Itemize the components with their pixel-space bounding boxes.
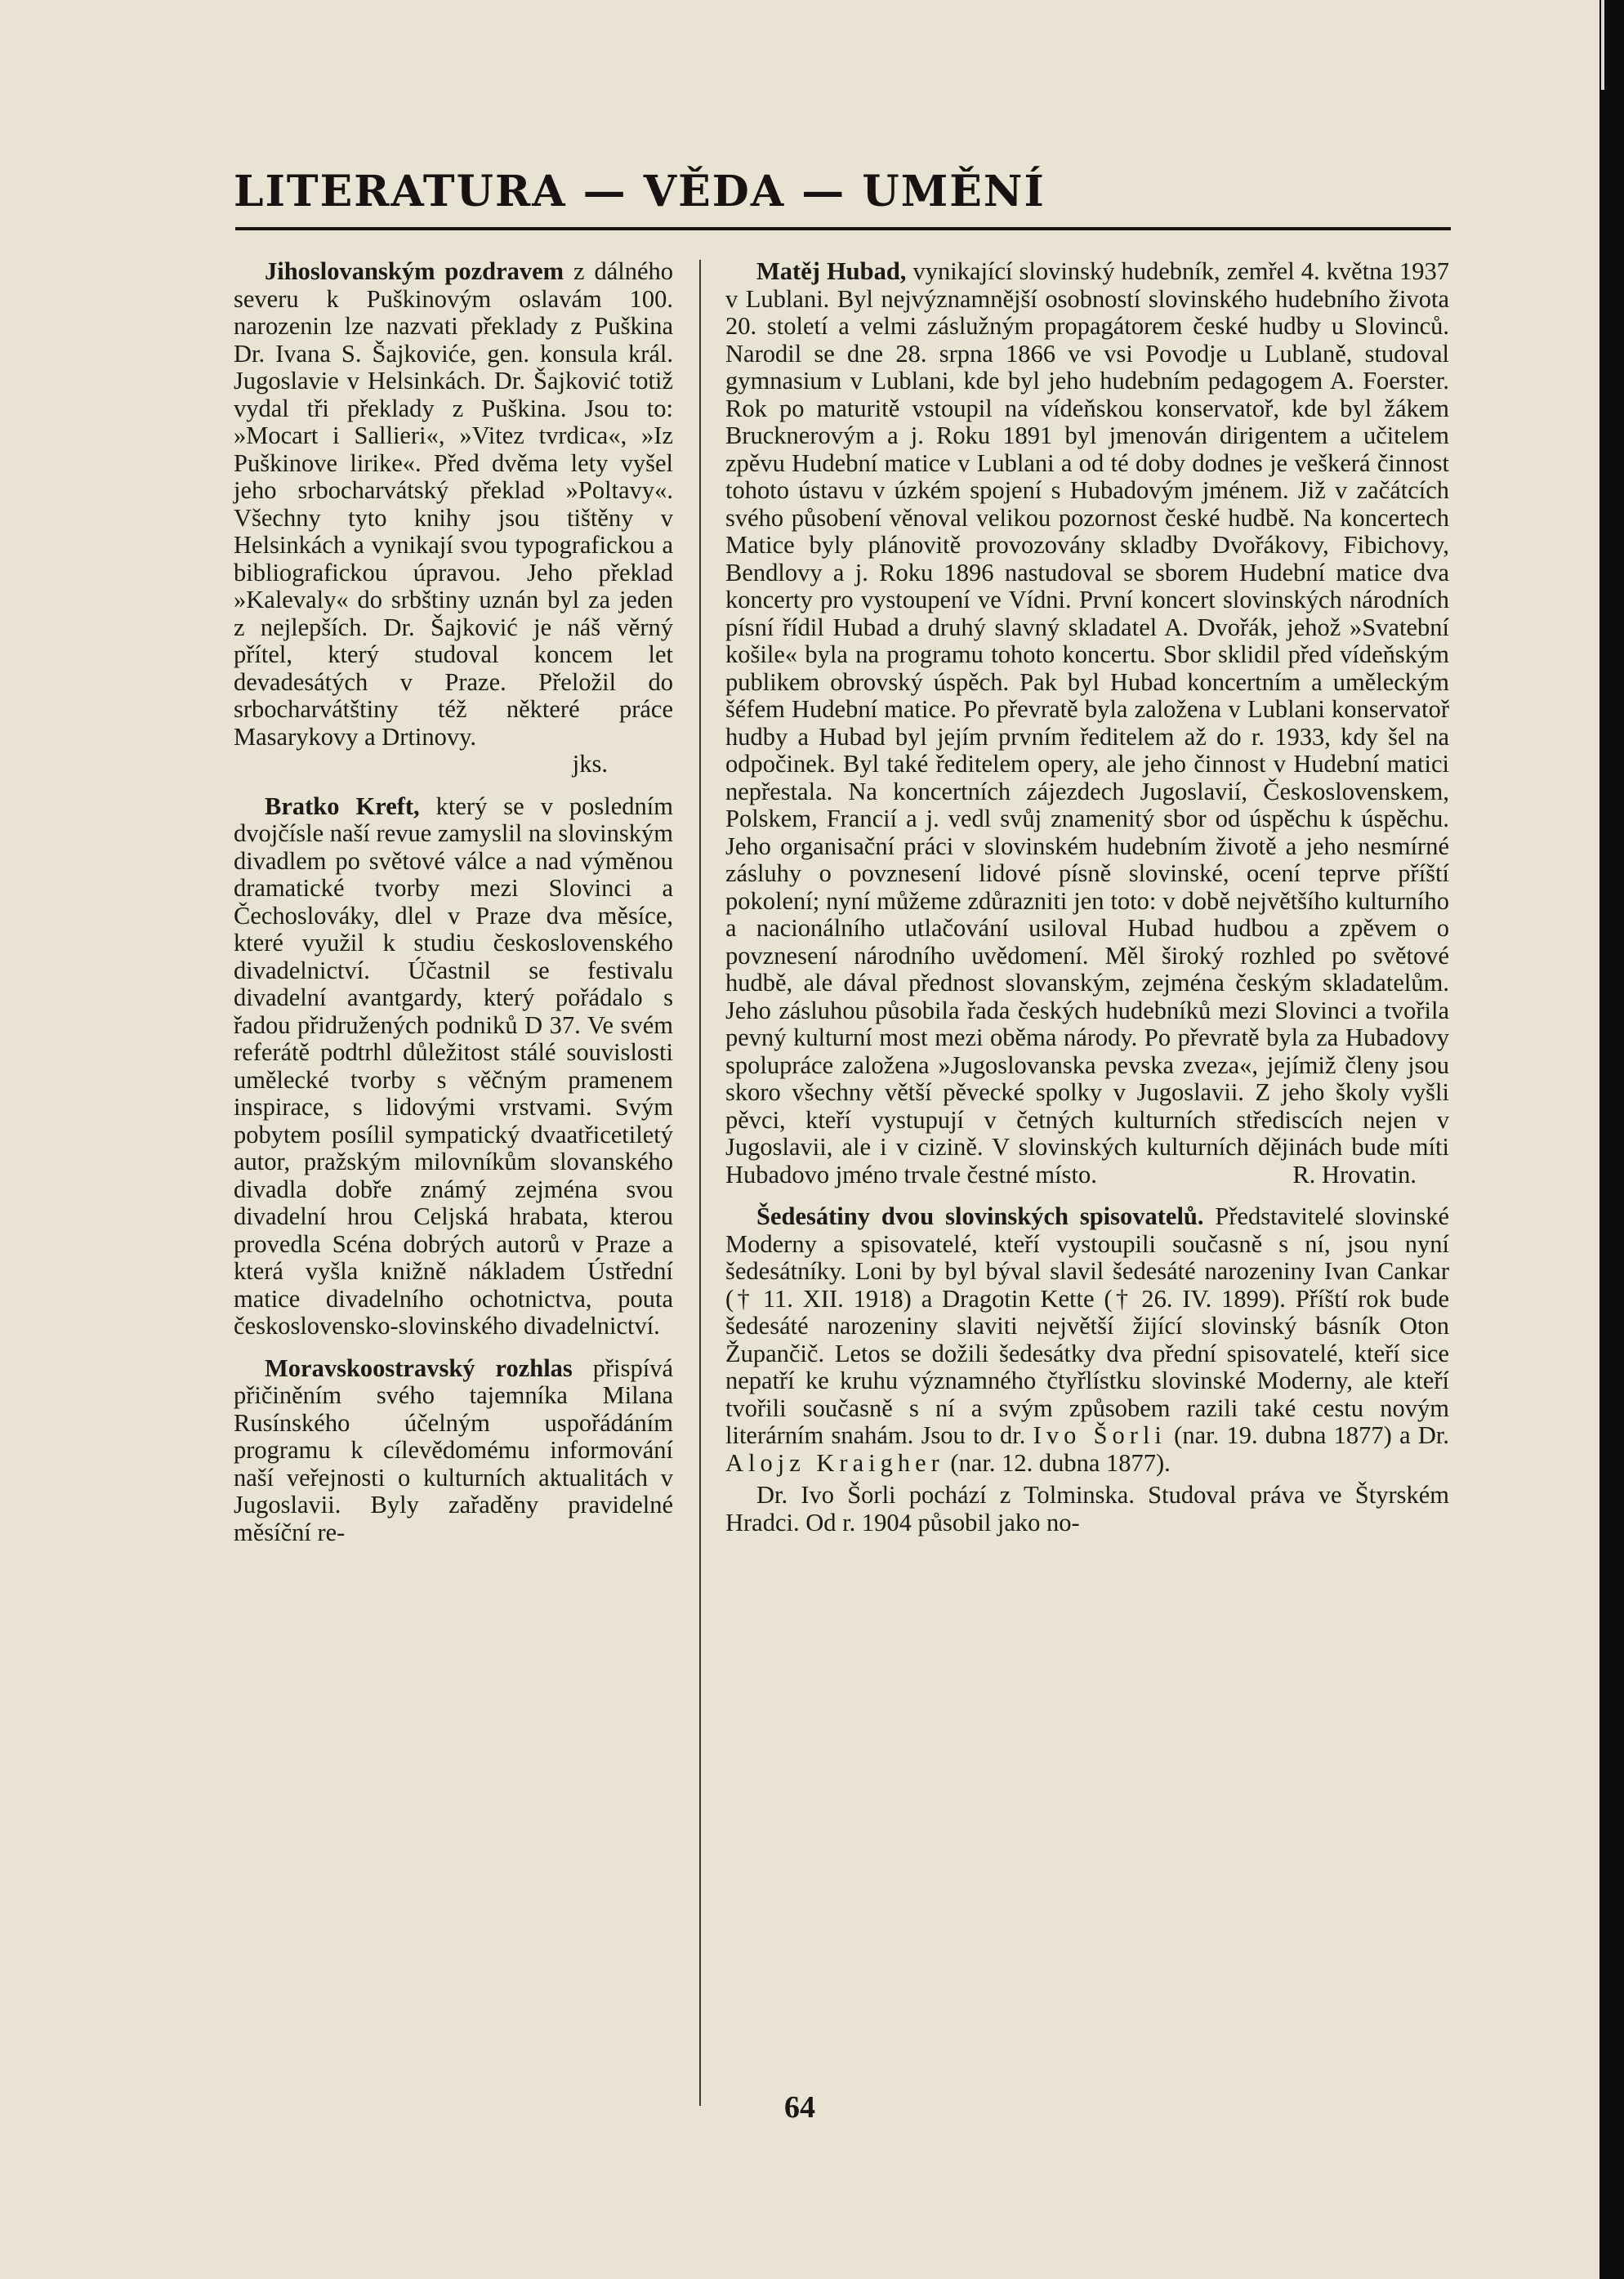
author-name: Ivo Šorli xyxy=(1033,1421,1167,1449)
article-body: vynikající slovinský hudebník, zemřel 4. května 1937 v Lublani. Byl nejvýznamnější osobností slovinského hudebního života 20. století a velmi záslužným propagátorem české hudby u Slovinců. Narodil se dne 28. srpna 1866 ve vsi Povodje u Lublaně, studoval gymnasium v Lublani, kde byl jeho hudebním pedagogem A. Foerster. Rok po maturitě vstoupil na vídeňskou konservatoř, kde byl žákem Brucknerovým a j. Roku 1891 byl jmenován dirigentem a učitelem zpěvu Hudební matice v Lublani a od té doby dodnes je veškerá činnost tohoto ústavu v úzkém spojení s Hubadovým jménem. Již v začátcích svého působení věnoval velikou pozornost české hudbě. Na koncertech Matice byly plánovitě provozovány skladby Dvořákovy, Fibichovy, Bendlovy a j. Roku 1896 nastudoval se sborem Hudební matice dva koncerty pro vystoupení ve Vídni. První koncert slovinských národních písní řídil Hubad a druhý slavný skladatel A. Dvořák, jehož »Svatební košile« byla na programu tohoto koncertu. Sbor sklidil před vídeňským publikem obrovský úspěch. Pak byl Hubad koncertním a uměleckým šéfem Hudební matice. Po převratě byla založena v Lublani konservatoř hudby a Hubad byl jejím prvním ředitelem až do r. 1933, kdy šel na odpočinek. Byl také ředitelem opery, ale jeho činnost v Hudební matici nepřestala. Na koncertních zájezdech Jugoslavií, Československem, Polskem, Francií a j. vedl svůj znamenitý sbor od úspěchu k úspěchu. Jeho organisační práci v slovinském hudebním životě a jeho nesmírné zásluhy o povznesení lidové písně slovinské, ocení teprve příští pokolení; nyní můžeme zdůrazniti jen toto: v době největšího kulturního a nacionálního utlačování usiloval Hubad hudbou a zpěvem o povznesení národního uvědomení. Měl široký rozhled po světové hudbě, ale dával přednost slovanským, zejména českým skladatelům. Jeho zásluhou působila řada českých hudebníků mezi Slovinci a tvořila pevný kulturní most mezi oběma národy. Po převratě byla za Hubadovy spolupráce založena »Jugoslovanska pevska zveza«, jejímiž členy jsou skoro všechny větší pěvecké spolky v Jugoslavii. Z jeho školy vyšli pěvci, kteří vystupují v četných kulturních střediscích nejen v Jugoslavii, ale i v cizině. V slovinských kulturních dějinách bude míti Hubadovo jméno trvale čestné místo. xyxy=(725,257,1450,1189)
article-lead: Moravskoostravský rozhlas xyxy=(265,1354,573,1382)
author-name: Alojz Kraigher xyxy=(725,1448,944,1477)
article-lead: Jihoslovanským pozdravem xyxy=(265,257,564,285)
scan-edge xyxy=(1599,0,1624,2279)
article-body: z dálného severu k Puškinovým oslavám 100. narozenin lze nazvati překlady z Puškina Dr. Ivana S. Šajkoviće, gen. konsula král. Jugoslavie v Helsinkách. Dr. Šajković totiž vydal tři překlady z Puškina. Jsou to: »Mocart i Sallieri«, »Vitez tvrdica«, »Iz Puškinove lirike«. Před dvěma lety vyšel jeho srbocharvátský překlad »Poltavy«. Všechny tyto knihy jsou tištěny v Helsinkách a vynikají svou typografickou a bibliografickou úpravou. Jeho překlad »Kalevaly« do srbštiny uznán byl za jeden z nejlepších. Dr. Šajković je náš věrný přítel, který studoval koncem let devadesátých v Praze. Přeložil do srbocharvátštiny též některé práce Masarykovy a Drtinovy. xyxy=(234,257,673,751)
right-column xyxy=(725,258,1449,1536)
article-body: (nar. 19. dubna 1877) a Dr. xyxy=(1174,1421,1449,1449)
article-kreft xyxy=(234,793,673,1340)
article-lead: Bratko Kreft, xyxy=(265,792,420,820)
article-body: který se v posledním dvojčísle naší revue zamyslil na slovinským divadlem po světové válce a nad výměnou dramatické tvorby mezi Slovinci a Čechoslováky, dlel v Praze dva měsíce, které využil k studiu československého divadelnictví. Účastnil se festivalu divadelní avantgardy, který pořádalo s řadou přidružených podniků D 37. Ve svém referátě podtrhl důležitost stálé souvislosti umělecké tvorby s věčným pramenem inspirace, s lidovými vrstvami. Svým pobytem posílil sympatický dvaatřicetiletý autor, pražským milovníkům slovanského divadla dobře známý zejména svou divadelní hrou Celjská hrabata, kterou provedla Scéna dobrých autorů v Praze a která vyšla knižně nákladem Ústřední matice divadelního ochotnictva, pouta československo-slovinského divadelnictví. xyxy=(234,792,674,1340)
scan-artifact xyxy=(1601,0,1604,90)
article-sorli xyxy=(725,1482,1449,1536)
article-signature: jks. xyxy=(572,750,608,778)
article-body: Dr. Ivo Šorli pochází z Tolminska. Studoval práva ve Štyrském Hradci. Od r. 1904 působil jako no- xyxy=(725,1481,1449,1536)
column-divider xyxy=(699,260,701,2106)
article-hubad xyxy=(725,258,1449,1189)
article-body: (nar. 12. dubna 1877). xyxy=(950,1448,1171,1477)
article-body: Představitelé slovinské Moderny a spisovatelé, kteří vystoupili současně s ní, jsou nyní šedesátníky. Loni by byl býval slavil šedesáté narozeniny Ivan Cankar († 11. XII. 1918) a Dragotin Kette († 26. IV. 1899). Příští rok bude šedesáté narozeniny slaviti největší žijící slovinský básník Oton Župančič. Letos se dožili šedesátky dva přední spisovatelé, kteří sice nepatří ke kruhu významného čtyřlístku slovinské Moderny, ale kteří tvořili současně s ní a svým způsobem razili také cestu novým literárním snahám. Jsou to dr. xyxy=(725,1202,1449,1449)
article-lead: Matěj Hubad, xyxy=(756,257,907,285)
article-lead: Šedesátiny dvou slovinských spisovatelů. xyxy=(756,1202,1204,1230)
article-radio xyxy=(234,1355,673,1547)
page-number: 64 xyxy=(784,2090,815,2125)
article-anniversaries xyxy=(725,1203,1449,1477)
article-body: přispívá přičiněním svého tajemníka Milana Rusínského účelným uspořádáním programu k cílevědomému informování naší veřejnosti o kulturních aktualitách v Jugoslavii. Byly zařaděny pravidelné měsíční re- xyxy=(234,1354,673,1546)
article-pushkin xyxy=(234,258,673,778)
article-signature: R. Hrovatin. xyxy=(1292,1160,1417,1189)
header-rule xyxy=(235,227,1451,230)
page-title: LITERATURA — VĚDA — UMĚNÍ xyxy=(234,167,1046,216)
left-column xyxy=(234,258,673,1546)
